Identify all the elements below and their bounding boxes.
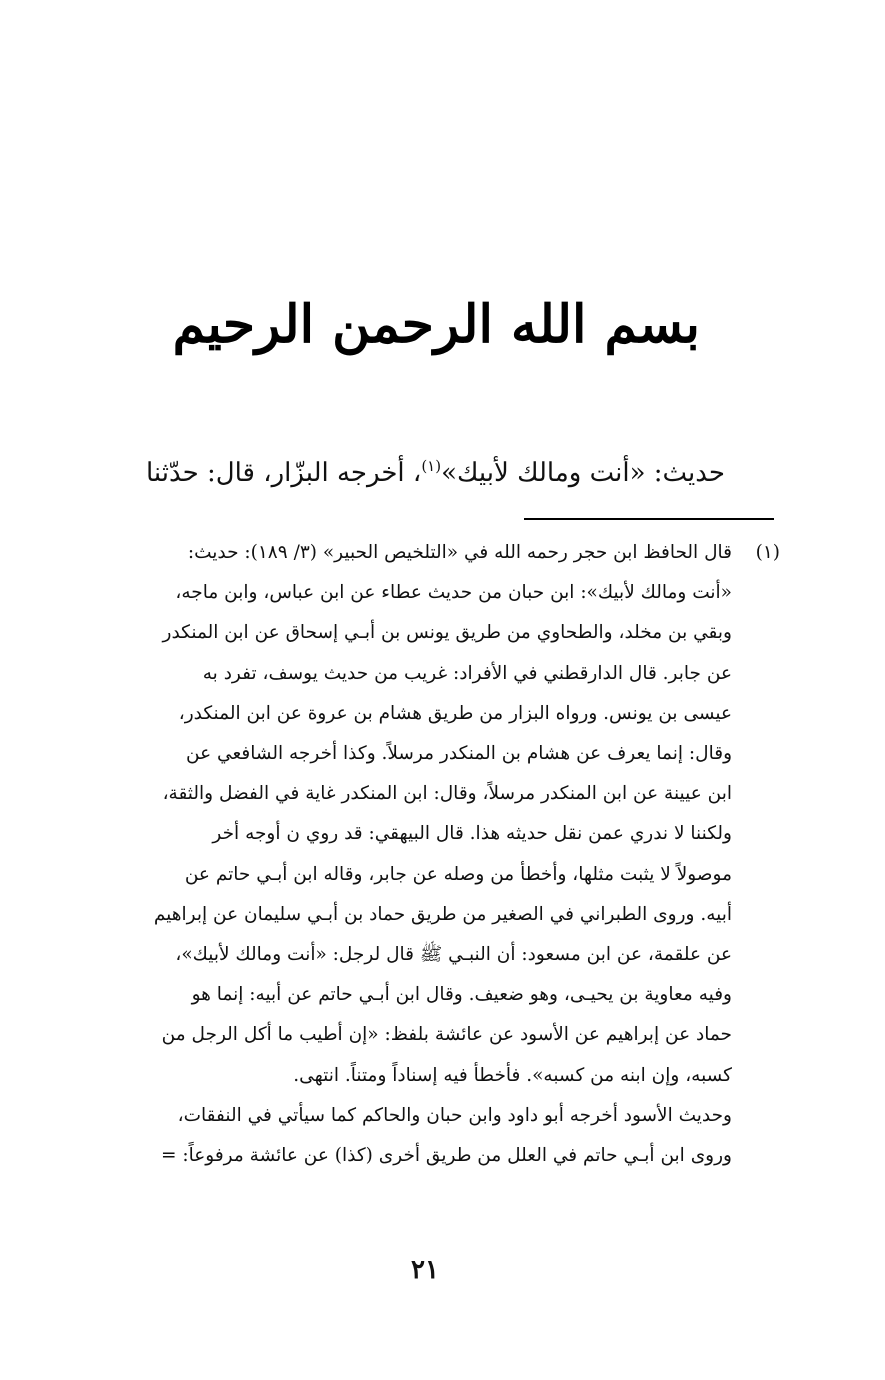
footnote-separator [524,518,774,520]
main-text-before-note: حديث: «أنت ومالك لأبيك» [441,458,725,488]
footnote-line: وحديث الأسود أخرجه أبو داود وابن حبان والحاكم كما سيأتي في النفقات، [177,1104,732,1126]
footnote-line: موصولاً لا يثبت مثلها، وأخطأ من وصله عن جابر، وقاله ابن أبـي حاتم عن [184,863,732,885]
footnote-line: ابن عيينة عن ابن المنكدر مرسلاً، وقال: ابن المنكدر غاية في الفضل والثقة، [162,783,732,805]
footnote-line: عن علقمة، عن ابن مسعود: أن النبـي ﷺ قال لرجل: «أنت ومالك لأبيك»، [175,944,732,966]
page-number: ٢١ [411,1255,439,1285]
footnote-line: «أنت ومالك لأبيك»: ابن حبان من حديث عطاء عن ابن عباس، وابن ماجه، [175,582,732,604]
footnote [72,533,780,1176]
footnote-line: ولكننا لا ندري عمن نقل حديثه هذا. قال البيهقي: قد روي ن أوجه أخر [212,823,732,845]
footnote-number: (١) [755,542,780,563]
footnote-line: عيسى بن يونس. ورواه البزار من طريق هشام بن عروة عن ابن المنكدر، [178,702,732,724]
footnote-line: كسبه، وإن ابنه من كسبه». فأخطأ فيه إسناداً ومتناً. انتهى. [293,1064,732,1086]
footnote-line: قال الحافظ ابن حجر رحمه الله في «التلخيص الحبير» (٣/ ١٨٩): حديث: [187,542,732,563]
basmala-calligraphy: بسم الله الرحمن الرحيم [172,294,700,355]
footnote-reference: (١) [421,457,442,475]
footnote-line: عن جابر. قال الدارقطني في الأفراد: غريب من حديث يوسف، تفرد به [202,662,732,684]
main-text-line [85,438,725,501]
footnote-line: أبيه. وروى الطبراني في الصغير من طريق حماد بن أبـي سليمان عن إبراهيم [153,903,732,925]
footnote-line: وفيه معاوية بن يحيـى، وهو ضعيف. وقال ابن أبـي حاتم عن أبيه: إنما هو [191,984,732,1006]
main-text-after-note: ، أخرجه البزّار، قال: حدّثنا [145,458,422,488]
footnote-line: وبقي بن مخلد، والطحاوي من طريق يونس بن أبـي إسحاق عن ابن المنكدر [162,622,732,644]
footnote-line: حماد عن إبراهيم عن الأسود عن عائشة بلفظ: «إن أطيب ما أكل الرجل من [161,1024,732,1046]
footnote-line: وروى ابن أبـي حاتم في العلل من طريق أخرى (كذا) عن عائشة مرفوعاً: = [160,1145,732,1167]
footnote-line: وقال: إنما يعرف عن هشام بن المنكدر مرسلاً. وكذا أخرجه الشافعي عن [186,743,732,765]
